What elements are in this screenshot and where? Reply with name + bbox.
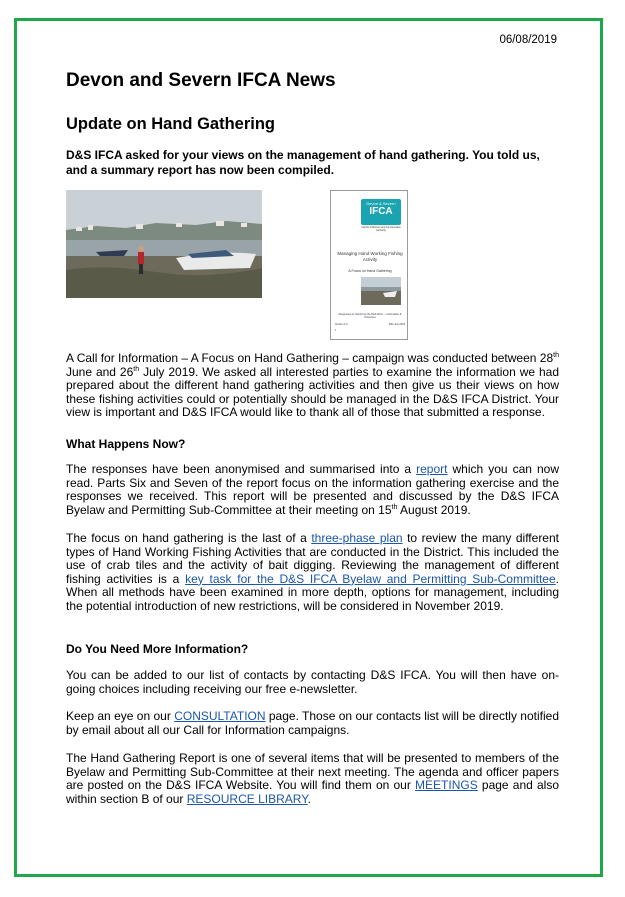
cover-footer: Responses to: Report for the D&S IFCA — Information & Outcomes bbox=[338, 313, 402, 319]
intro-text: D&S IFCA asked for your views on the management of hand gathering. You told us, and a summary report has now been compiled. bbox=[66, 148, 540, 177]
cover-subtitle: A Focus on Hand Gathering bbox=[348, 269, 392, 273]
cover-photo bbox=[361, 277, 401, 305]
call-for-info-paragraph: A Call for Information – A Focus on Hand Gathering – campaign was conducted between 28th June and 26th July 2019. We asked all interested parties to examine the information we had prepared about the different hand gathering activities and then give us their views on how these fishing activities could or potentially should be managed in the D&S IFCA District. Your view is important and D&S IFCA would like to thank all of those that submitted a response. bbox=[66, 351, 560, 420]
consultation-link[interactable]: CONSULTATION bbox=[174, 709, 266, 723]
meetings-link[interactable]: MEETINGS bbox=[415, 778, 478, 793]
page-title: Devon and Severn IFCA News bbox=[66, 70, 336, 91]
contacts-paragraph: You can be added to our list of contacts by contacting D&S IFCA. You will then have on-going choices including receiving our free e-newsletter. bbox=[66, 668, 559, 696]
report-cover-thumbnail[interactable] bbox=[330, 190, 408, 340]
key-task-link[interactable]: key task for the D&S IFCA Byelaw and Permitting Sub-Committee bbox=[185, 571, 556, 586]
three-phase-plan-link[interactable]: three-phase plan bbox=[311, 531, 403, 545]
logo-top-text: Devon & Severn bbox=[366, 201, 396, 206]
three-phase-paragraph: The focus on hand gathering is the last of a three-phase plan to review the many different types of Hand Working Fishing Activities that are conducted in the District. This included the use of crab tiles and the activity of bait digging. Reviewing the management of different fishing activities is a key task for the D&S IFCA Byelaw and Permitting Sub-Committee. When all methods have been examined in more depth, options for management, including the potential introduction of new restrictions, will be considered in November 2019. bbox=[66, 531, 559, 613]
cover-title: Managing Hand Working Fishing Activity bbox=[337, 251, 403, 262]
logo-text: IFCA bbox=[369, 206, 393, 217]
ifca-logo-badge bbox=[361, 199, 401, 225]
logo-caption: Inshore Fisheries and Conservation Authority bbox=[361, 226, 401, 232]
meetings-paragraph: The Hand Gathering Report is one of several items that will be presented to members of the Byelaw and Permitting Sub-Committee at their next meeting. The agenda and officer papers are posted on the D&S IFCA Website. You will find them on our MEETINGS page and also within section B of our RESOURCE LIBRARY. bbox=[66, 751, 560, 806]
more-info-heading: Do You Need More Information? bbox=[66, 642, 249, 656]
article-title: Update on Hand Gathering bbox=[66, 115, 276, 133]
publication-date: 06/08/2019 bbox=[499, 34, 557, 46]
resource-library-link[interactable]: RESOURCE LIBRARY bbox=[186, 791, 308, 806]
consultation-paragraph: Keep an eye on our CONSULTATION page. Those on our contacts list will be directly notified by email about all our Call for Information campaigns. bbox=[66, 709, 559, 737]
shoreline-photo bbox=[66, 190, 262, 298]
cover-page-number: 1 bbox=[335, 329, 337, 332]
what-happens-now-heading: What Happens Now? bbox=[66, 437, 186, 451]
cover-version: Version 1.0 bbox=[335, 323, 348, 326]
cover-date: 29th July 2019 bbox=[388, 323, 405, 326]
report-paragraph: The responses have been anonymised and summarised into a report which you can now read. Parts Six and Seven of the report focus on the information gathering exercise and the responses we received. This report will be presented and discussed by the D&S IFCA Byelaw and Permitting Sub-Committee at their meeting on 15th August 2019. bbox=[66, 462, 559, 517]
report-link[interactable]: report bbox=[416, 462, 448, 476]
